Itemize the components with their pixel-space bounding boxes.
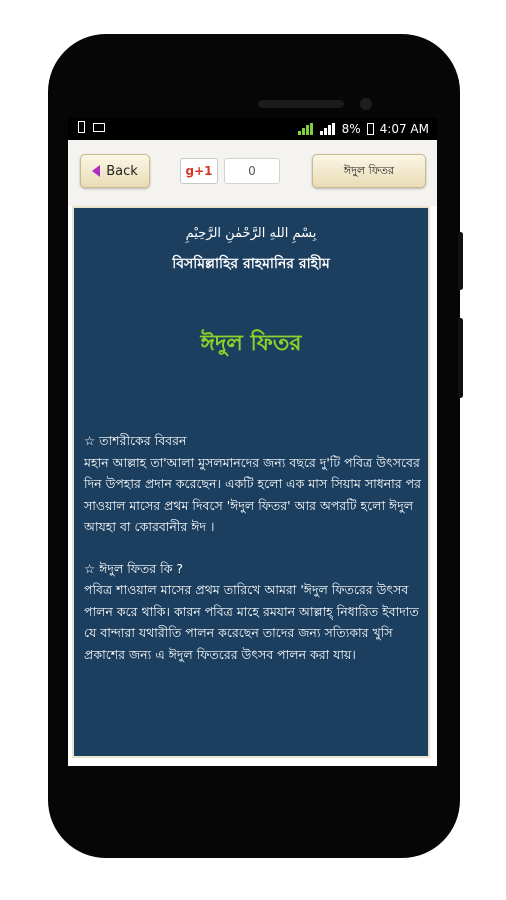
back-button-label: Back <box>106 163 138 179</box>
battery-icon <box>367 123 374 135</box>
google-plus-button[interactable]: g+1 <box>180 158 218 184</box>
front-camera <box>360 98 372 110</box>
section-text: পবিত্র শাওয়াল মাসের প্রথম তারিখে আমরা 'ঈদুল ফিতরের উৎসব পালন করে থাকি। কারন পবিত্র মাহে রমযান আল্লাহ্‌ নিধারিত ইবাদাত যে বান্দারা যথারীতি পালন করেছেন তাদের জন্য সত্যিকার খুসি প্রকাশের জন্য এ ঈদুল ফিতরের উৎসব পালন করা যায়। <box>84 582 419 662</box>
status-bar <box>68 118 437 140</box>
share-count: 0 <box>224 158 280 184</box>
section-title: ☆ তাশরীকের বিবরন <box>84 433 187 448</box>
article-heading: ঈদুল ফিতর <box>200 331 302 356</box>
back-button[interactable] <box>80 154 150 188</box>
volume-button <box>458 232 463 290</box>
signal-icon-2 <box>320 123 336 135</box>
power-button <box>458 318 463 398</box>
signal-icon <box>298 123 314 135</box>
clock: 4:07 AM <box>379 122 429 136</box>
bismillah-bangla: বিসমিল্লাহির রাহমানির রাহীম <box>172 256 330 272</box>
article-content <box>72 206 430 758</box>
section-title: ☆ ঈদুল ফিতর কি ? <box>84 560 184 576</box>
screen <box>68 118 437 766</box>
article-body <box>84 430 424 665</box>
image-notification-icon <box>93 123 105 132</box>
section-text: মহান আল্লাহ তা'আলা মুসলমানদের জন্য বছরে দু'টি পবিত্র উৎসবের দিন উপহার প্রদান করেছেন। একটি হলো এক মাস সিয়াম সাধনার পর সাওয়াল মাসের প্রথম দিবসে 'ঈদুল ফিতর' আর অপরটি হলো ঈদুল আযহা বা কোরবানীর ঈদ । <box>84 454 422 534</box>
speaker-grille <box>258 100 344 108</box>
battery-saver-icon <box>78 121 85 133</box>
app-toolbar <box>68 140 437 206</box>
back-arrow-icon <box>92 165 100 177</box>
battery-percent: 8% <box>341 122 361 136</box>
title-button[interactable]: ঈদুল ফিতর <box>312 154 426 188</box>
arabic-bismillah: بِسْمِ اللهِ الرَّحْمٰنِ الرَّحِيْمِ <box>185 226 317 241</box>
